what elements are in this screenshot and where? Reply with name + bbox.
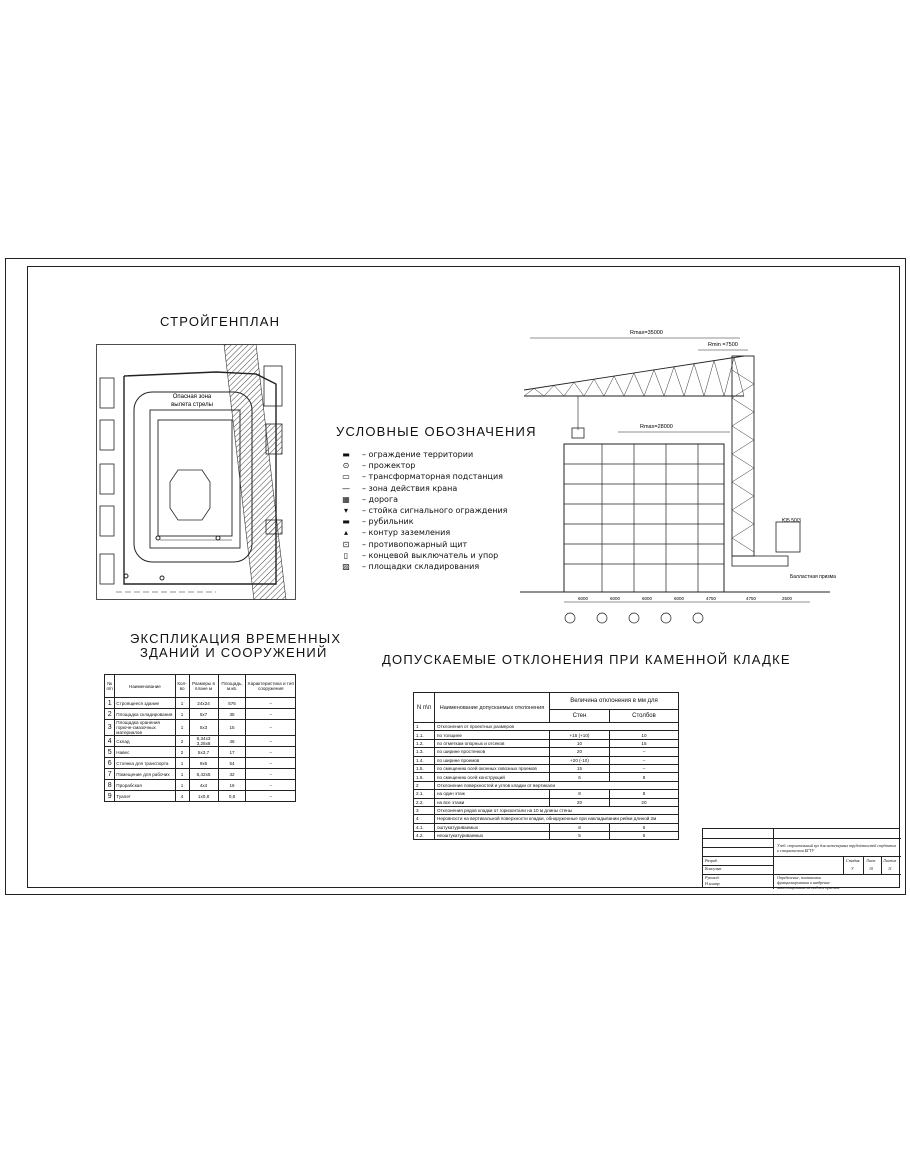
deviation-walls: 6 <box>550 773 610 781</box>
stamp-role-1: Разраб. <box>705 858 718 863</box>
rmin-label: Rmin =7500 <box>708 342 738 348</box>
table-cell: 6,42х5 <box>189 769 218 780</box>
table-row <box>414 790 679 798</box>
title-block <box>702 828 900 888</box>
deviation-name: оштукатуриваемых <box>435 823 550 831</box>
table-cell: – <box>246 698 296 709</box>
table-row <box>414 756 679 764</box>
header-name: Наименование допускаемых отклонения <box>435 693 550 723</box>
table-row <box>105 791 296 802</box>
table-cell: 15 <box>218 720 246 736</box>
header-columns: Столбов <box>609 710 678 723</box>
explication-table <box>104 674 296 802</box>
deviation-number: 1.1. <box>414 731 435 739</box>
deviations-title: ДОПУСКАЕМЫЕ ОТКЛОНЕНИЯ ПРИ КАМЕННОЙ КЛАДКЕ <box>382 652 791 667</box>
legend-item-grounding <box>336 528 450 537</box>
table-cell: 1 <box>175 709 189 720</box>
table-cell: 1 <box>175 698 189 709</box>
deviation-number: 1.5. <box>414 764 435 772</box>
table-cell: 6 <box>105 758 115 769</box>
deviation-number: 4.2. <box>414 832 435 840</box>
table-cell: 5х3 <box>189 720 218 736</box>
legend-item-crane-zone <box>336 484 457 493</box>
legend-label: – контур заземления <box>362 528 451 538</box>
stamp-val-sheet: 10 <box>869 866 873 871</box>
deviation-walls: +20 (-10) <box>550 756 610 764</box>
legend-item-signal-post <box>336 506 507 515</box>
table-row <box>105 780 296 791</box>
table-cell: Склад <box>115 736 175 747</box>
counterweight-label: Ю5 50/3 <box>782 518 801 524</box>
axis-spacing-label: 4750 <box>746 596 757 601</box>
table-cell: – <box>246 709 296 720</box>
deviation-number: 1.4. <box>414 756 435 764</box>
deviation-name: по толщине <box>435 731 550 739</box>
table-row <box>105 698 296 709</box>
table-row <box>105 736 296 747</box>
axis-spacing-label: 2500 <box>782 596 793 601</box>
deviation-number: 4.1. <box>414 823 435 831</box>
jib-truss <box>524 358 744 396</box>
table-cell: 4 <box>105 736 115 747</box>
table-row <box>105 747 296 758</box>
legend-item-storage <box>336 562 479 571</box>
deviation-walls: 8 <box>550 823 610 831</box>
deviation-columns: 20 <box>609 798 678 806</box>
table-row <box>414 731 679 739</box>
switch-icon: ▬ <box>342 517 350 527</box>
storage-icon: ▨ <box>342 562 350 571</box>
legend-item-fence <box>336 450 473 459</box>
deviation-name: Неровности на вертикальной поверхности кладки, обнаруженные при накладывании рейки длиной 2м <box>435 815 679 823</box>
legend-item-end-switch <box>336 551 498 560</box>
stamp-col-sheets: Листов <box>883 858 897 863</box>
deviation-walls: 15 <box>550 764 610 772</box>
legend-label: – рубильник <box>362 517 414 527</box>
explication-header-cell: Характеристика и тип сооружения <box>246 675 296 698</box>
table-cell: 1 <box>175 769 189 780</box>
table-cell: – <box>246 791 296 802</box>
deviation-columns: – <box>609 748 678 756</box>
r2-label: Rmax=28000 <box>640 424 673 430</box>
end-switch-icon: ▯ <box>343 550 349 560</box>
table-cell: – <box>246 758 296 769</box>
explication-header-cell: Кол-во <box>175 675 189 698</box>
legend-item-road <box>336 495 398 504</box>
table-row <box>105 709 296 720</box>
axis-spacing-label: 6000 <box>674 596 685 601</box>
table-cell: – <box>246 720 296 736</box>
table-cell: 2 <box>105 709 115 720</box>
deviation-name: Отклонения рядов кладки от горизонтали на 10 м длины стены <box>435 806 679 814</box>
table-cell: 1 <box>175 780 189 791</box>
table-row <box>414 764 679 772</box>
table-cell: Прорабская <box>115 780 175 791</box>
table-cell: 2 <box>175 736 189 747</box>
table-cell: 1 <box>175 758 189 769</box>
site-plan-title: СТРОЙГЕНПЛАН <box>160 314 281 329</box>
deviation-walls: 10 <box>550 739 610 747</box>
stamp-role-4: Н.контр. <box>705 881 721 886</box>
table-cell: 4 <box>175 791 189 802</box>
table-row <box>105 720 296 736</box>
legend-label: – площадки складирования <box>362 562 480 571</box>
deviation-walls: 8 <box>550 790 610 798</box>
stamp-col-stage: Стадия <box>846 858 860 863</box>
deviation-walls: +15 (+10) <box>550 731 610 739</box>
deviation-columns: – <box>609 756 678 764</box>
deviation-number: 1.3. <box>414 748 435 756</box>
table-cell: Помещение для рабочих <box>115 769 175 780</box>
legend-label: – стойка сигнального ограждения <box>362 506 508 515</box>
table-row <box>105 769 296 780</box>
deviation-columns: 15 <box>609 739 678 747</box>
deviation-name: по смещению осей оконных сквозных проемов <box>435 764 550 772</box>
stamp-col-sheet: Лист <box>866 858 876 863</box>
danger-zone-label-1: Опасная зона <box>172 394 212 400</box>
legend-item-switch <box>336 517 414 526</box>
table-cell: 3 <box>105 720 115 736</box>
table-row <box>414 806 679 814</box>
grounding-icon: ▴ <box>343 528 348 538</box>
table-cell: – <box>246 780 296 791</box>
axis-spacing-label: 6000 <box>578 596 589 601</box>
stamp-val-stage: У <box>851 866 854 871</box>
table-cell: 5х3,7 <box>189 747 218 758</box>
axis-spacing-labels <box>578 596 793 601</box>
table-cell: 8,34х3 3,25х8 <box>189 736 218 747</box>
rmax-label: Rmax=35000 <box>630 330 663 336</box>
deviation-number: 3 <box>414 806 435 814</box>
explication-header-cell: Площадь, м.кв. <box>218 675 246 698</box>
table-cell: 5 <box>105 747 115 758</box>
table-row <box>414 823 679 831</box>
deviation-name: по отметкам опорных и отсеков <box>435 739 550 747</box>
stamp-role-2: Консульт. <box>705 866 723 871</box>
table-row <box>105 758 296 769</box>
deviation-columns: 5 <box>609 823 678 831</box>
fire-board-icon: ⊡ <box>342 539 350 549</box>
deviation-name: по ширине простенков <box>435 748 550 756</box>
table-cell: Строящееся здание <box>115 698 175 709</box>
fence-icon: ▬ <box>342 450 350 459</box>
axis-spacing-label: 6000 <box>610 596 621 601</box>
legend-label: – ограждение территории <box>362 450 474 459</box>
deviation-name: Отклонения от проектных размеров <box>435 723 679 731</box>
deviation-walls: 20 <box>550 748 610 756</box>
explication-title-line2: ЗДАНИЙ И СООРУЖЕНИЙ <box>140 645 328 660</box>
deviation-number: 2.1. <box>414 790 435 798</box>
table-cell: – <box>246 747 296 758</box>
table-cell: Навес <box>115 747 175 758</box>
table-row <box>414 832 679 840</box>
deviation-walls: 5 <box>550 832 610 840</box>
legend-item-spotlight <box>336 461 415 470</box>
deviations-table <box>413 692 679 840</box>
crane-section-drawing <box>520 320 850 630</box>
deviation-name: неоштукатуриваемых <box>435 832 550 840</box>
table-cell: 1х0,8 <box>189 791 218 802</box>
deviations-header-row <box>414 693 679 710</box>
explication-header-cell: № п/п <box>105 675 115 698</box>
table-cell: 46 <box>218 736 246 747</box>
deviation-number: 1.6. <box>414 773 435 781</box>
table-cell: 8 <box>105 780 115 791</box>
table-row <box>414 739 679 747</box>
header-n: N п\п <box>414 693 435 723</box>
explication-title-line1: ЭКСПЛИКАЦИЯ ВРЕМЕННЫХ <box>130 631 342 646</box>
spotlight-icon: ⊙ <box>342 461 350 471</box>
deviation-number: 1 <box>414 723 435 731</box>
table-row <box>414 723 679 731</box>
table-cell: 9 <box>105 791 115 802</box>
deviation-columns: 10 <box>609 731 678 739</box>
table-cell: 54 <box>218 758 246 769</box>
deviation-number: 2.2. <box>414 798 435 806</box>
table-cell: 35 <box>218 709 246 720</box>
stamp-description: Определение, постановка функционирования и внедрение инвестиционных методов и приемов <box>777 875 840 890</box>
deviation-name: Отклонение поверхностей и углов кладки от вертикали <box>435 781 679 789</box>
site-plan-drawing <box>96 344 296 600</box>
table-cell: 5х7 <box>189 709 218 720</box>
road-icon: ▦ <box>342 494 350 504</box>
deviation-columns: – <box>609 764 678 772</box>
stamp-val-sheets: 11 <box>888 866 892 871</box>
table-row <box>414 748 679 756</box>
table-cell: 9х6 <box>189 758 218 769</box>
legend-label: – прожектор <box>362 461 416 471</box>
table-row <box>414 773 679 781</box>
table-row <box>414 781 679 789</box>
axis-spacing-label: 6000 <box>642 596 653 601</box>
deviation-number: 1.2. <box>414 739 435 747</box>
table-cell: 0,8 <box>218 791 246 802</box>
axis-spacing-label: 4750 <box>706 596 717 601</box>
table-cell: 24х24 <box>189 698 218 709</box>
header-walls: Стен <box>550 710 610 723</box>
table-row <box>414 815 679 823</box>
deviation-number: 4 <box>414 815 435 823</box>
table-cell: 1 <box>175 720 189 736</box>
table-cell: – <box>246 736 296 747</box>
signal-post-icon: ▾ <box>343 506 348 515</box>
crane-zone-icon: — <box>342 483 350 493</box>
table-row <box>414 798 679 806</box>
table-cell: 17 <box>218 747 246 758</box>
explication-header-cell: Размеры в плане м <box>189 675 218 698</box>
table-cell: – <box>246 769 296 780</box>
stamp-role-3: Руковод. <box>705 875 720 880</box>
deviation-columns: 8 <box>609 773 678 781</box>
legend-title: УСЛОВНЫЕ ОБОЗНАЧЕНИЯ <box>336 424 537 439</box>
danger-zone-label-2: вылета стрелы <box>171 402 213 408</box>
axis-markers <box>565 613 703 623</box>
table-cell: 4х4 <box>189 780 218 791</box>
table-cell: 7 <box>105 769 115 780</box>
table-cell: Площадка складирования <box>115 709 175 720</box>
legend-item-substation <box>336 472 503 481</box>
deviation-name: по смещению осей конструкций <box>435 773 550 781</box>
table-cell: 576 <box>218 698 246 709</box>
deviation-name: на один этаж <box>435 790 550 798</box>
deviation-walls: 20 <box>550 798 610 806</box>
legend-label: – противопожарный щит <box>362 539 468 549</box>
deviation-name: на все этажи <box>435 798 550 806</box>
explication-header-cell: Наименование <box>115 675 175 698</box>
legend-label: – концевой выключатель и упор <box>362 550 499 560</box>
track-label: Балластная призма <box>790 574 836 580</box>
header-value: Величина отклонения в мм для <box>550 693 679 710</box>
table-cell: 32 <box>218 769 246 780</box>
legend-label: – зона действия крана <box>362 483 458 493</box>
deviation-columns: 5 <box>609 832 678 840</box>
legend-label: – дорога <box>362 494 399 504</box>
explication-header-row <box>105 675 296 698</box>
legend-label: – трансформаторная подстанция <box>362 472 503 482</box>
legend-item-fire-board <box>336 540 467 549</box>
table-cell: 16 <box>218 780 246 791</box>
table-cell: Туалет <box>115 791 175 802</box>
table-cell: Стоянка для транспорта <box>115 758 175 769</box>
table-cell: 2 <box>175 747 189 758</box>
table-cell: 1 <box>105 698 115 709</box>
deviation-name: по ширине проемов <box>435 756 550 764</box>
substation-icon: ▭ <box>342 472 350 482</box>
stamp-title: Учеб. строительный вуз для инженерных трудоёмкостей студентов и специалистов БГТУ <box>777 843 897 853</box>
table-cell: Площадка хранения горюче-смазочных материалов <box>115 720 175 736</box>
deviation-number: 2 <box>414 781 435 789</box>
deviation-columns: 8 <box>609 790 678 798</box>
